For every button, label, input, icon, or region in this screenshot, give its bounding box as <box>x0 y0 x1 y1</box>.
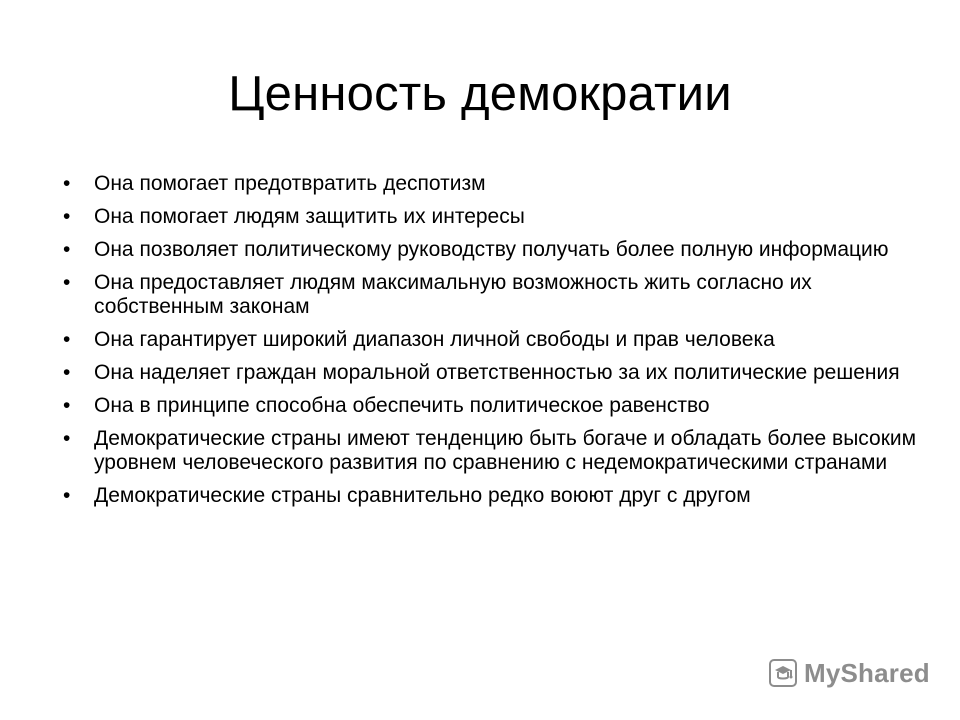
bullet-item: • Она гарантирует широкий диапазон личной свободы и прав человека <box>63 328 923 352</box>
bullet-item: • Она в принципе способна обеспечить политическое равенство <box>63 394 923 418</box>
bullet-item: • Она предоставляет людям максимальную возможность жить согласно их собственным законам <box>63 271 923 319</box>
bullet-item: • Демократические страны имеют тенденцию быть богаче и обладать более высоким уровнем человеческого развития по сравнению с недемократическими странами <box>63 427 923 475</box>
bullet-item: • Демократические страны сравнительно редко воюют друг с другом <box>63 484 923 508</box>
bullet-item: • Она позволяет политическому руководству получать более полную информацию <box>63 238 923 262</box>
mortarboard-icon <box>768 658 798 688</box>
bullet-item: • Она наделяет граждан моральной ответственностью за их политические решения <box>63 361 923 385</box>
bullet-item: • Она помогает людям защитить их интересы <box>63 205 923 229</box>
bullet-item: • Она помогает предотвратить деспотизм <box>63 172 923 196</box>
bullet-list <box>63 172 923 517</box>
watermark-logo <box>768 655 930 691</box>
slide-title: Ценность демократии <box>228 67 732 121</box>
watermark-text: MyShared <box>804 657 930 688</box>
